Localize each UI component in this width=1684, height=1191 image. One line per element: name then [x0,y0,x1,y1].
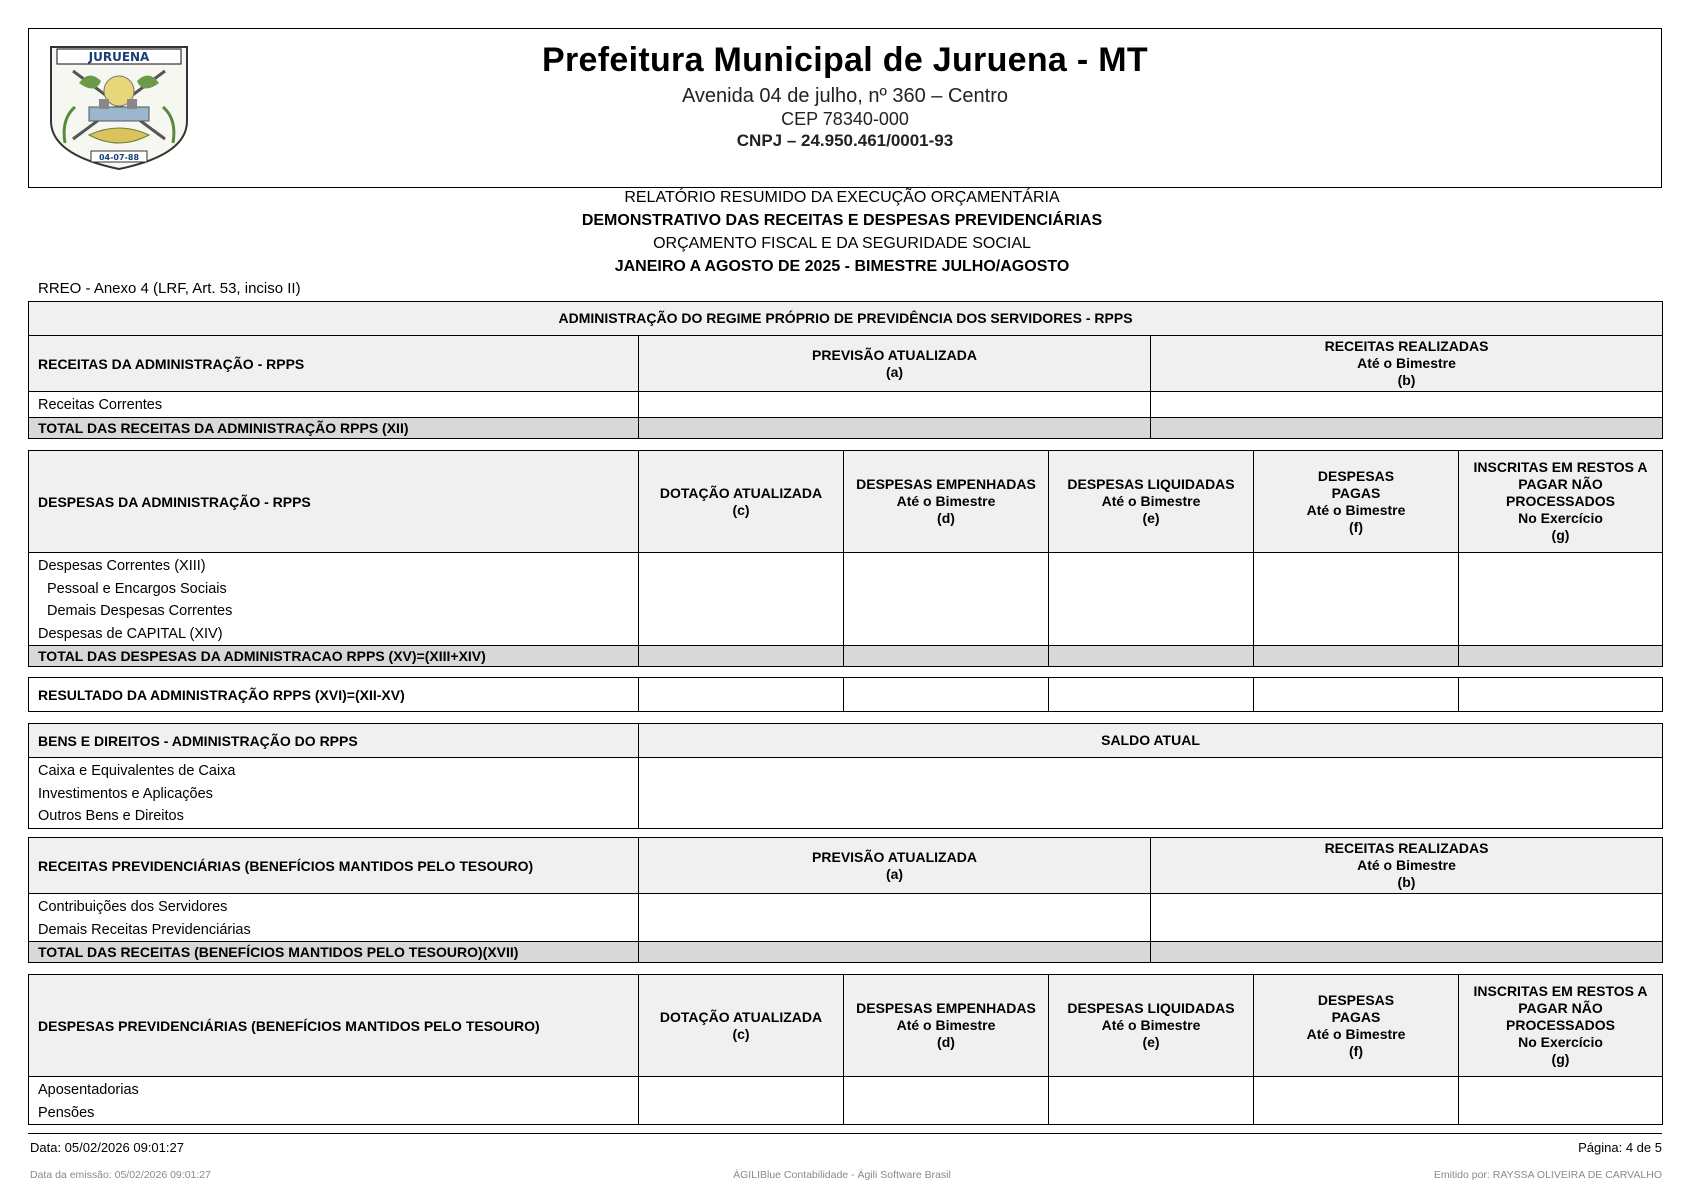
table-rpps-admin-revenues [28,301,1663,439]
municipality-address: Avenida 04 de julho, nº 360 – Centro [681,85,1009,107]
value-cell [1459,553,1663,646]
column-header-forecast: PREVISÃO ATUALIZADA (a) [639,336,1151,392]
value-cell [639,758,1663,829]
column-header-realized: RECEITAS REALIZADAS Até o Bimestre (b) [1151,838,1663,894]
letterhead [28,28,1662,188]
value-cell [844,678,1049,712]
table-rpps-admin-result [28,677,1663,712]
total-value-cell [639,417,1151,438]
table-pension-revenues-treasury [28,837,1663,963]
value-cell [1151,894,1663,942]
value-cell [639,1077,844,1125]
column-header-label: DESPESAS PREVIDENCIÁRIAS (BENEFÍCIOS MANTIDOS PELO TESOURO) [29,975,639,1077]
value-cell [1254,553,1459,646]
result-row-label: RESULTADO DA ADMINISTRAÇÃO RPPS (XVI)=(XII-XV) [29,678,639,712]
value-cell [1254,1077,1459,1125]
table-pension-expenses-treasury [28,974,1663,1125]
column-header-paid: DESPESAS PAGAS Até o Bimestre (f) [1254,451,1459,553]
total-row-label: TOTAL DAS RECEITAS (BENEFÍCIOS MANTIDOS PELO TESOURO)(XVII) [29,942,639,963]
footer-page-number: Página: 4 de 5 [1578,1140,1662,1155]
list-item: Demais Receitas Previdenciárias [38,921,251,938]
section-title: ADMINISTRAÇÃO DO REGIME PRÓPRIO DE PREVIDÊNCIA DOS SERVIDORES - RPPS [29,302,1663,336]
list-item: Outros Bens e Direitos [38,808,184,824]
value-cell [844,553,1049,646]
column-header-label: RECEITAS PREVIDENCIÁRIAS (BENEFÍCIOS MANTIDOS PELO TESOURO) [29,838,639,894]
total-value-cell [639,942,1151,963]
value-cell [1049,1077,1254,1125]
svg-text:JURUENA: JURUENA [88,50,150,64]
value-cell [1049,553,1254,646]
total-value-cell [1459,646,1663,667]
municipality-title: Prefeitura Municipal de Juruena - MT [542,41,1148,79]
total-value-cell [1151,942,1663,963]
report-title-line2: DEMONSTRATIVO DAS RECEITAS E DESPESAS PREVIDENCIÁRIAS [581,212,1103,229]
column-header-current-balance: SALDO ATUAL [639,724,1663,758]
footer-divider [28,1133,1662,1134]
value-cell [639,553,844,646]
list-item: Contribuições dos Servidores [38,899,228,915]
value-cell [1459,1077,1663,1125]
footer-emission-date: Data da emissão: 05/02/2026 09:01:27 [30,1169,211,1181]
list-item: Despesas Correntes (XIII) [38,558,206,574]
total-value-cell [1151,417,1663,438]
total-row-label: TOTAL DAS DESPESAS DA ADMINISTRACAO RPPS (XV)=(XIII+XIV) [29,646,639,667]
value-cell [639,392,1151,418]
column-header-label: DESPESAS DA ADMINISTRAÇÃO - RPPS [29,451,639,553]
column-header-forecast: PREVISÃO ATUALIZADA (a) [639,838,1151,894]
column-header-committed: DESPESAS EMPENHADAS Até o Bimestre (d) [844,975,1049,1077]
svg-text:04-07-88: 04-07-88 [98,153,140,162]
value-cell [639,894,1151,942]
pension-row-labels [29,1077,639,1125]
total-value-cell [1049,646,1254,667]
column-header-allocation: DOTAÇÃO ATUALIZADA (c) [639,451,844,553]
total-value-cell [1254,646,1459,667]
footer-issuer: Emitido por: RAYSSA OLIVEIRA DE CARVALHO [1433,1169,1662,1181]
municipality-cnpj: CNPJ – 24.950.461/0001-93 [736,131,954,150]
value-cell [1254,678,1459,712]
report-title-line1: RELATÓRIO RESUMIDO DA EXECUÇÃO ORÇAMENTÁRIA [624,189,1060,206]
footer-software: ÁGILIBlue Contabilidade - Ágili Software Brasil [733,1169,951,1181]
column-header-liquidated: DESPESAS LIQUIDADAS Até o Bimestre (e) [1049,451,1254,553]
value-cell [844,1077,1049,1125]
column-header-realized: RECEITAS REALIZADAS Até o Bimestre (b) [1151,336,1663,392]
table-row-label: Receitas Correntes [29,392,639,418]
report-title-line3: ORÇAMENTO FISCAL E DA SEGURIDADE SOCIAL [653,235,1031,252]
column-header-committed: DESPESAS EMPENHADAS Até o Bimestre (d) [844,451,1049,553]
column-header-unprocessed-payables: INSCRITAS EM RESTOS A PAGAR NÃO PROCESSADOS No Exercício (g) [1459,975,1663,1077]
value-cell [1151,392,1663,418]
list-item: Aposentadorias [38,1082,139,1098]
list-item: Demais Despesas Correntes [47,603,233,619]
report-title-line4: JANEIRO A AGOSTO DE 2025 - BIMESTRE JULHO/AGOSTO [614,258,1070,275]
column-header-label: RECEITAS DA ADMINISTRAÇÃO - RPPS [29,336,639,392]
value-cell [1459,678,1663,712]
municipality-cep: CEP 78340-000 [781,109,909,129]
footer-date: Data: 05/02/2026 09:01:27 [30,1140,184,1155]
total-value-cell [639,646,844,667]
column-header-liquidated: DESPESAS LIQUIDADAS Até o Bimestre (e) [1049,975,1254,1077]
list-item: Caixa e Equivalentes de Caixa [38,763,236,779]
total-value-cell [844,646,1049,667]
table-rpps-admin-expenses [28,450,1663,667]
total-row-label: TOTAL DAS RECEITAS DA ADMINISTRAÇÃO RPPS (XII) [29,417,639,438]
column-header-paid: DESPESAS PAGAS Até o Bimestre (f) [1254,975,1459,1077]
list-item: Investimentos e Aplicações [38,785,213,802]
column-header-allocation: DOTAÇÃO ATUALIZADA (c) [639,975,844,1077]
list-item: Pessoal e Encargos Sociais [47,580,227,597]
asset-row-labels [29,758,639,829]
value-cell [639,678,844,712]
annex-reference: RREO - Anexo 4 (LRF, Art. 53, inciso II) [38,280,301,297]
list-item: Despesas de CAPITAL (XIV) [38,625,223,642]
value-cell [1049,678,1254,712]
column-header-unprocessed-payables: INSCRITAS EM RESTOS A PAGAR NÃO PROCESSADOS No Exercício (g) [1459,451,1663,553]
table-assets-and-rights [28,723,1663,829]
column-header-label: BENS E DIREITOS - ADMINISTRAÇÃO DO RPPS [29,724,639,758]
revenue-row-labels [29,894,639,942]
list-item: Pensões [38,1104,95,1121]
expense-row-labels [29,553,639,646]
